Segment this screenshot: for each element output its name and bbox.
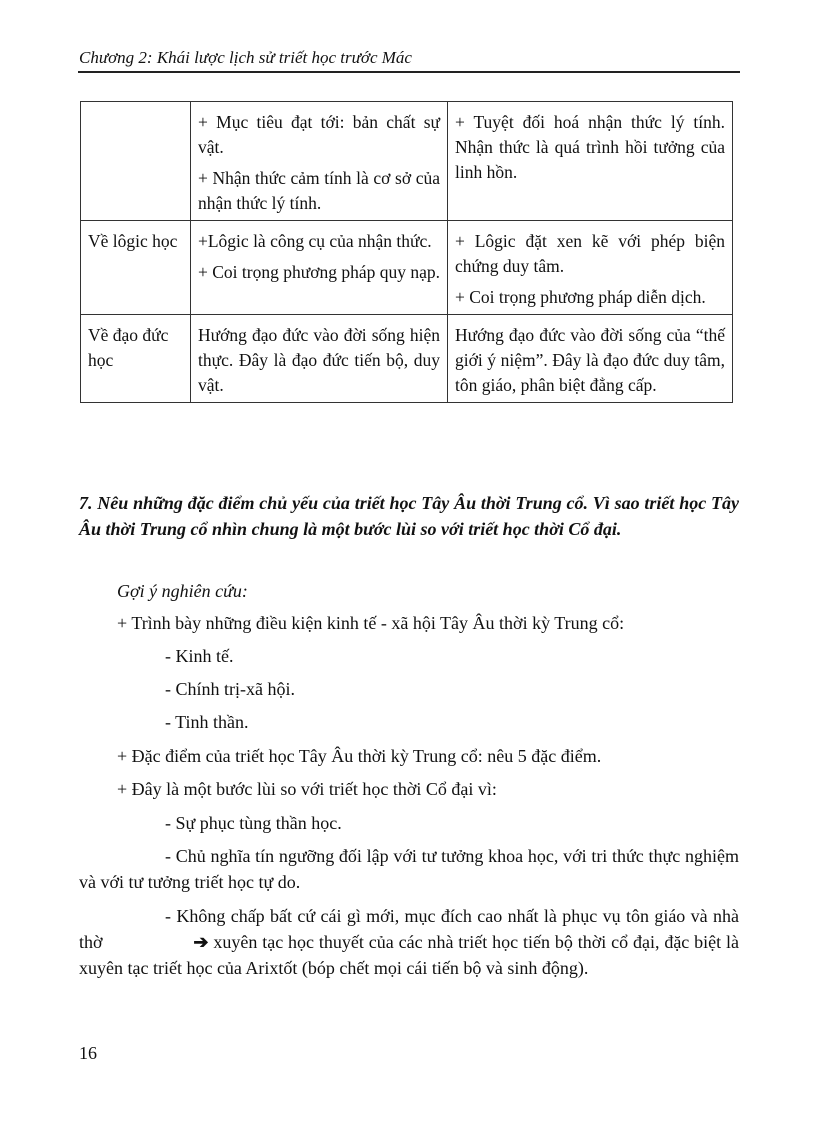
paragraph: + Đặc điểm của triết học Tây Âu thời kỳ Trung cổ: nêu 5 đặc điểm. xyxy=(117,746,602,766)
table-cell xyxy=(448,221,733,315)
table-row xyxy=(81,221,733,315)
hint-label: Gợi ý nghiên cứu: xyxy=(117,581,248,601)
paragraph: + Trình bày những điều kiện kinh tế - xã hội Tây Âu thời kỳ Trung cổ: xyxy=(117,613,625,633)
table-cell xyxy=(191,221,448,315)
cell-text: + Coi trọng phương pháp quy nạp. xyxy=(198,262,440,282)
cell-text: + Tuyệt đối hoá nhận thức lý tính. Nhận thức là quá trình hồi tưởng của linh hồn. xyxy=(455,112,725,182)
list-item-text: - Không chấp bất cứ cái gì mới, mục đích cao nhất là phục vụ tôn giáo và nhà thờ xyxy=(79,906,739,952)
table-cell xyxy=(191,102,448,221)
list-item: - Chủ nghĩa tín ngưỡng đối lập với tư tưởng khoa học, với tri thức thực nghiệm và với tư tưởng triết học tự do. xyxy=(79,846,739,892)
table-cell xyxy=(191,315,448,403)
list-item: - Tinh thần. xyxy=(165,712,249,732)
table-row xyxy=(81,102,733,221)
table-cell-label: Về đạo đức học xyxy=(81,315,191,403)
question-heading: 7. Nêu những đặc điểm chủ yếu của triết học Tây Âu thời Trung cổ. Vì sao triết học Tây Âu thời Trung cổ nhìn chung là một bước lùi so với triết học thời Cổ đại. xyxy=(79,493,739,539)
cell-text: Hướng đạo đức vào đời sống của “thế giới ý niệm”. Đây là đạo đức duy tâm, tôn giáo, phân biệt đẳng cấp. xyxy=(455,325,725,395)
table-cell-label xyxy=(81,102,191,221)
table-cell xyxy=(448,102,733,221)
cell-text: + Nhận thức cảm tính là cơ sở của nhận thức lý tính. xyxy=(198,168,440,213)
cell-text: + Mục tiêu đạt tới: bản chất sự vật. xyxy=(198,112,440,157)
paragraph: + Đây là một bước lùi so với triết học thời Cổ đại vì: xyxy=(117,779,497,799)
running-header: Chương 2: Khái lược lịch sử triết học trước Mác xyxy=(79,48,412,67)
list-item-text: xuyên tạc học thuyết của các nhà triết học tiến bộ thời cổ đại, đặc biệt là xuyên tạc triết học của Arixtốt (bóp chết mọi cái tiến bộ và sinh động). xyxy=(79,932,740,978)
table-row xyxy=(81,315,733,403)
cell-text: + Coi trọng phương pháp diễn dịch. xyxy=(455,287,706,307)
list-item xyxy=(79,903,739,981)
table-cell xyxy=(448,315,733,403)
cell-text: Hướng đạo đức vào đời sống hiện thực. Đây là đạo đức tiến bộ, duy vật. xyxy=(198,325,440,395)
list-item: - Sự phục tùng thần học. xyxy=(165,813,342,833)
page-number: 16 xyxy=(79,1043,97,1063)
header-divider xyxy=(78,71,740,73)
cell-text: + Lôgic đặt xen kẽ với phép biện chứng duy tâm. xyxy=(455,231,725,276)
comparison-table xyxy=(80,101,733,403)
table-cell-label: Về lôgic học xyxy=(81,221,191,315)
list-item: - Chính trị-xã hội. xyxy=(165,679,295,699)
right-arrow-icon: ➔ xyxy=(193,932,209,952)
list-item: - Kinh tế. xyxy=(165,646,234,666)
cell-text: +Lôgic là công cụ của nhận thức. xyxy=(198,231,432,251)
